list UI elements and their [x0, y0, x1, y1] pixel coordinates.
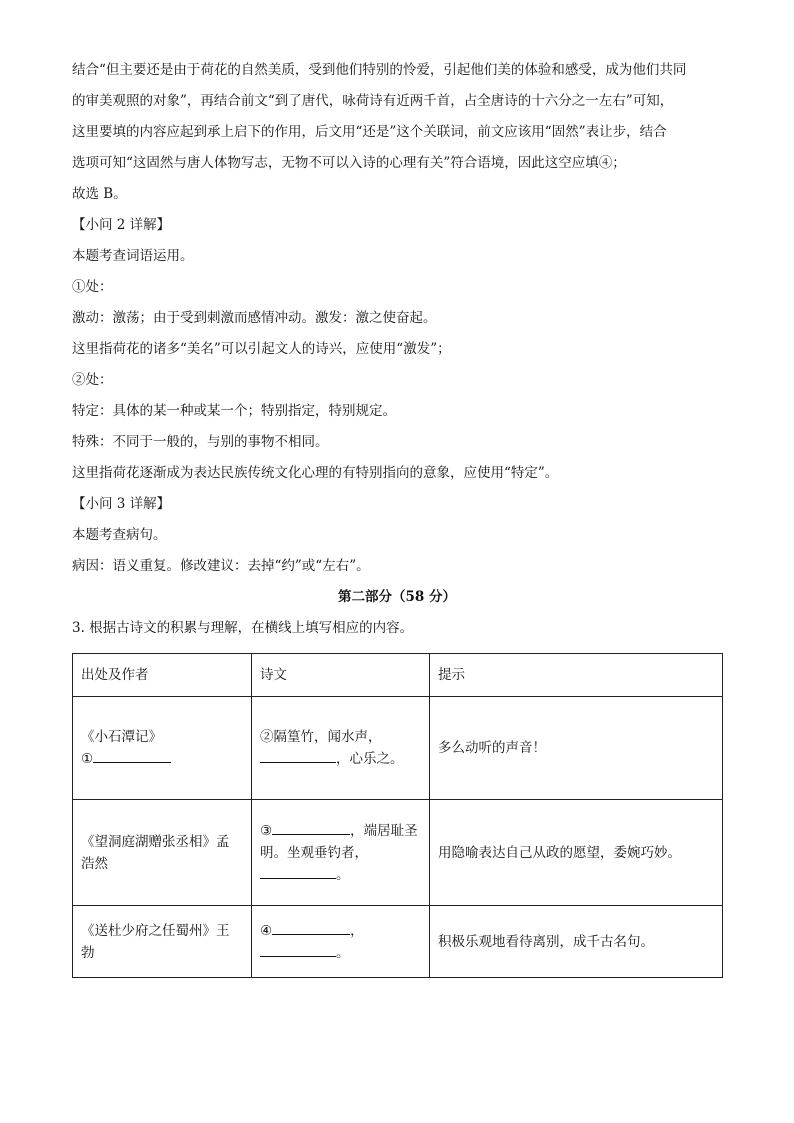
paragraph-line: 这里要填的内容应起到承上启下的作用，后文用“还是”这个关联词，前文应该用“固然”表让步，结合	[72, 124, 667, 140]
paragraph-line: 病因：语义重复。修改建议：去掉“约”或“左右”。	[72, 558, 370, 574]
subquestion-heading: 【小问 3 详解】	[72, 496, 171, 512]
poem-cell	[252, 697, 430, 800]
poem-cell	[252, 800, 430, 906]
poem-line-tail: 。	[336, 944, 350, 961]
source-author: 勃	[81, 944, 95, 961]
poem-line-tail: ，端居耻圣	[350, 822, 418, 839]
table-row	[73, 906, 723, 978]
hint-cell: 用隐喻表达自己从政的愿望，委婉巧妙。	[430, 800, 723, 906]
paragraph-line: 特殊：不同于一般的，与别的事物不相同。	[72, 434, 329, 450]
hint-cell: 积极乐观地看待离别，成千古名句。	[430, 906, 723, 978]
source-cell	[73, 697, 252, 800]
answer-blank[interactable]	[260, 942, 336, 957]
paragraph-line: 本题考查词语运用。	[72, 248, 194, 264]
poem-line: ②隔篁竹，闻水声，	[260, 729, 382, 745]
poem-line-tail: ，	[350, 922, 364, 939]
poem-line-tail: 。	[336, 866, 350, 883]
answer-blank[interactable]	[260, 864, 336, 879]
paragraph-line: 激动：激荡；由于受到刺激而感情冲动。激发：激之使奋起。	[72, 310, 437, 326]
poem-blank-line	[260, 942, 421, 964]
source-cell	[73, 800, 252, 906]
paragraph-line: 这里指荷花逐渐成为表达民族传统文化心理的有特别指向的意象，应使用“特定”。	[72, 465, 559, 481]
paragraph-line: ②处：	[72, 372, 113, 388]
source-title: 《送杜少府之任蜀州》王	[81, 922, 230, 939]
poem-cell	[252, 906, 430, 978]
poem-blank-line	[260, 748, 421, 770]
table-header-cell: 诗文	[252, 654, 430, 697]
source-blank-line	[81, 748, 243, 770]
blank-number: ③	[260, 822, 273, 839]
subquestion-heading: 【小问 2 详解】	[72, 217, 171, 233]
question-prompt: 3. 根据古诗文的积累与理解，在横线上填写相应的内容。	[72, 620, 414, 636]
section-title: 第二部分（58 分）	[338, 589, 456, 605]
answer-blank[interactable]	[260, 748, 336, 763]
paragraph-line: ①处：	[72, 279, 113, 295]
source-cell	[73, 906, 252, 978]
answer-blank[interactable]	[93, 748, 171, 763]
poem-blank-line	[260, 920, 421, 942]
source-author: 浩然	[81, 855, 108, 872]
table-header-row	[73, 654, 723, 697]
poem-line: 明。坐观垂钓者，	[260, 844, 368, 861]
source-title: 《望洞庭湖赠张丞相》孟	[81, 833, 230, 850]
blank-number: ④	[260, 922, 273, 939]
source-title: 《小石潭记》	[81, 729, 162, 745]
poem-blank-line	[260, 820, 421, 842]
table-header-cell: 提示	[430, 654, 723, 697]
answer-line: 故选 B。	[72, 186, 127, 202]
paragraph-line: 结合“但主要还是由于荷花的自然美质，受到他们特别的怜爱，引起他们美的体验和感受，成为他们共同	[72, 62, 687, 78]
table-row	[73, 697, 723, 800]
poem-blank-line	[260, 864, 421, 886]
paragraph-line: 本题考查病句。	[72, 527, 167, 543]
paragraph-line: 特定：具体的某一种或某一个；特别指定，特别规定。	[72, 403, 396, 419]
document-body	[72, 60, 722, 649]
table-header-cell: 出处及作者	[73, 654, 252, 697]
answer-blank[interactable]	[272, 820, 350, 835]
paragraph-line: 这里指荷花的诸多“美名”可以引起文人的诗兴，应使用“激发”；	[72, 341, 451, 357]
poetry-fill-table	[72, 653, 723, 978]
answer-blank[interactable]	[272, 920, 350, 935]
paragraph-line: 的审美观照的对象”，再结合前文“到了唐代，咏荷诗有近两千首，占全唐诗的十六分之一左右”可知，	[72, 93, 674, 109]
table-row	[73, 800, 723, 906]
paragraph-line: 选项可知“这固然与唐人体物写志，无物不可以入诗的心理有关”符合语境，因此这空应填④；	[72, 155, 626, 171]
blank-number: ①	[81, 751, 94, 767]
hint-cell: 多么动听的声音！	[430, 697, 723, 800]
poem-line-tail: ，心乐之。	[336, 751, 404, 767]
